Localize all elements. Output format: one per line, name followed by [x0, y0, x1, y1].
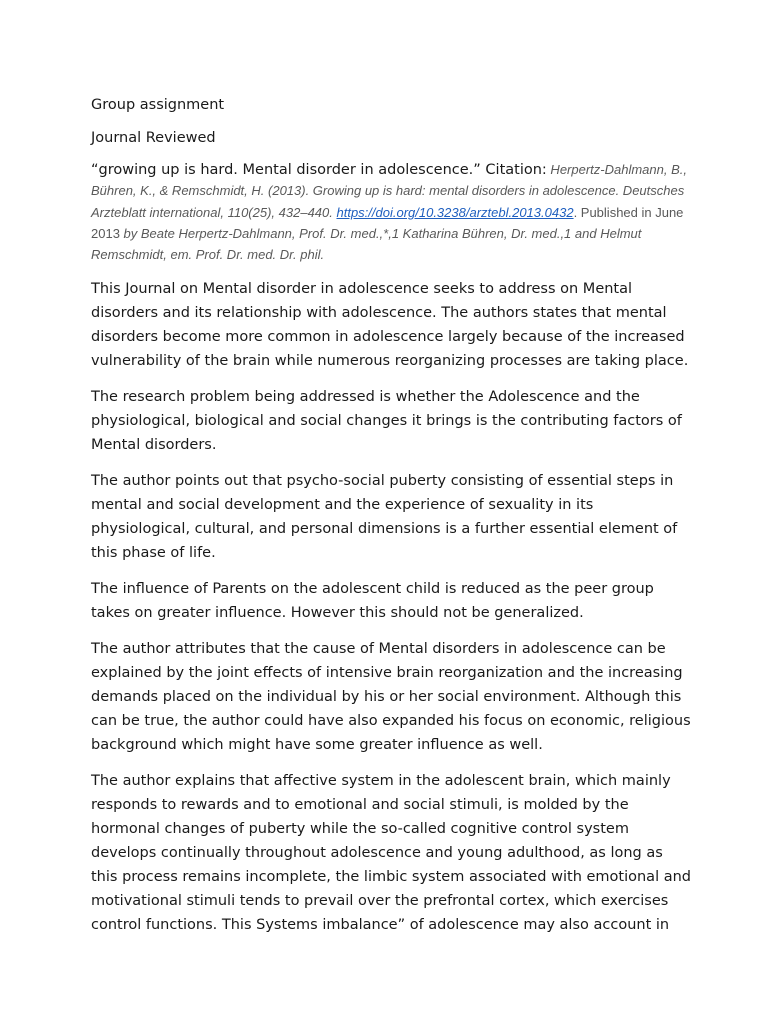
body-paragraph-6: The author explains that affective system in the adolescent brain, which mainly responds to rewards and to emotional and social stimuli, is molded by the hormonal changes of puberty while the so-called cognitive control system develops continually throughout adolescence and young adulthood, as long as this process remains incomplete, the limbic system associated with emotional and motivational stimuli tends to prevail over the prefrontal cortex, which exercises control functions. This Systems imbalance” of adolescence may also account in: [91, 773, 691, 933]
citation-paragraph: [91, 160, 691, 266]
doi-link[interactable]: https://doi.org/10.3238/arztebl.2013.0432: [336, 205, 574, 220]
citation-label: Citation:: [480, 162, 547, 178]
citation-authors: by Beate Herpertz-Dahlmann, Prof. Dr. med.,*,1 Katharina Bühren, Dr. med.,1 and Helmut Remschmidt, em. Prof. Dr. med. Dr. phil.: [91, 226, 642, 262]
journal-title: “growing up is hard. Mental disorder in adolescence.”: [91, 162, 481, 178]
body-paragraph-5: The author attributes that the cause of Mental disorders in adolescence can be explained by the joint effects of intensive brain reorganization and the increasing demands placed on the individual by his or her social environment. Although this can be true, the author could have also expanded his focus on economic, religious background which might have some greater influence as well.: [91, 641, 691, 753]
body-paragraph-4: The influence of Parents on the adolescent child is reduced as the peer group takes on greater influence. However this should not be generalized.: [91, 581, 654, 621]
document-page: [91, 94, 691, 949]
citation-text: Herpertz-Dahlmann, B., Bühren, K., & Remschmidt, H. (2013). Growing up is hard: mental disorders in adolescence. Deutsches Arzteblatt international, 110(25), 432–440.: [91, 162, 687, 220]
body-paragraph-2: The research problem being addressed is whether the Adolescence and the physiological, biological and social changes it brings is the contributing factors of Mental disorders.: [91, 389, 682, 453]
body-paragraph-1: This Journal on Mental disorder in adolescence seeks to address on Mental disorders and its relationship with adolescence. The authors states that mental disorders become more common in adolescence largely because of the increased vulnerability of the brain while numerous reorganizing processes are taking place.: [91, 281, 689, 369]
assignment-heading: Group assignment: [91, 97, 225, 113]
journal-reviewed-heading: Journal Reviewed: [91, 130, 216, 146]
body-paragraph-3: The author points out that psycho-social puberty consisting of essential steps in mental and social development and the experience of sexuality in its physiological, cultural, and personal dimensions is a further essential element of this phase of life.: [91, 473, 678, 561]
citation-published: . Published in June 2013: [91, 205, 684, 241]
